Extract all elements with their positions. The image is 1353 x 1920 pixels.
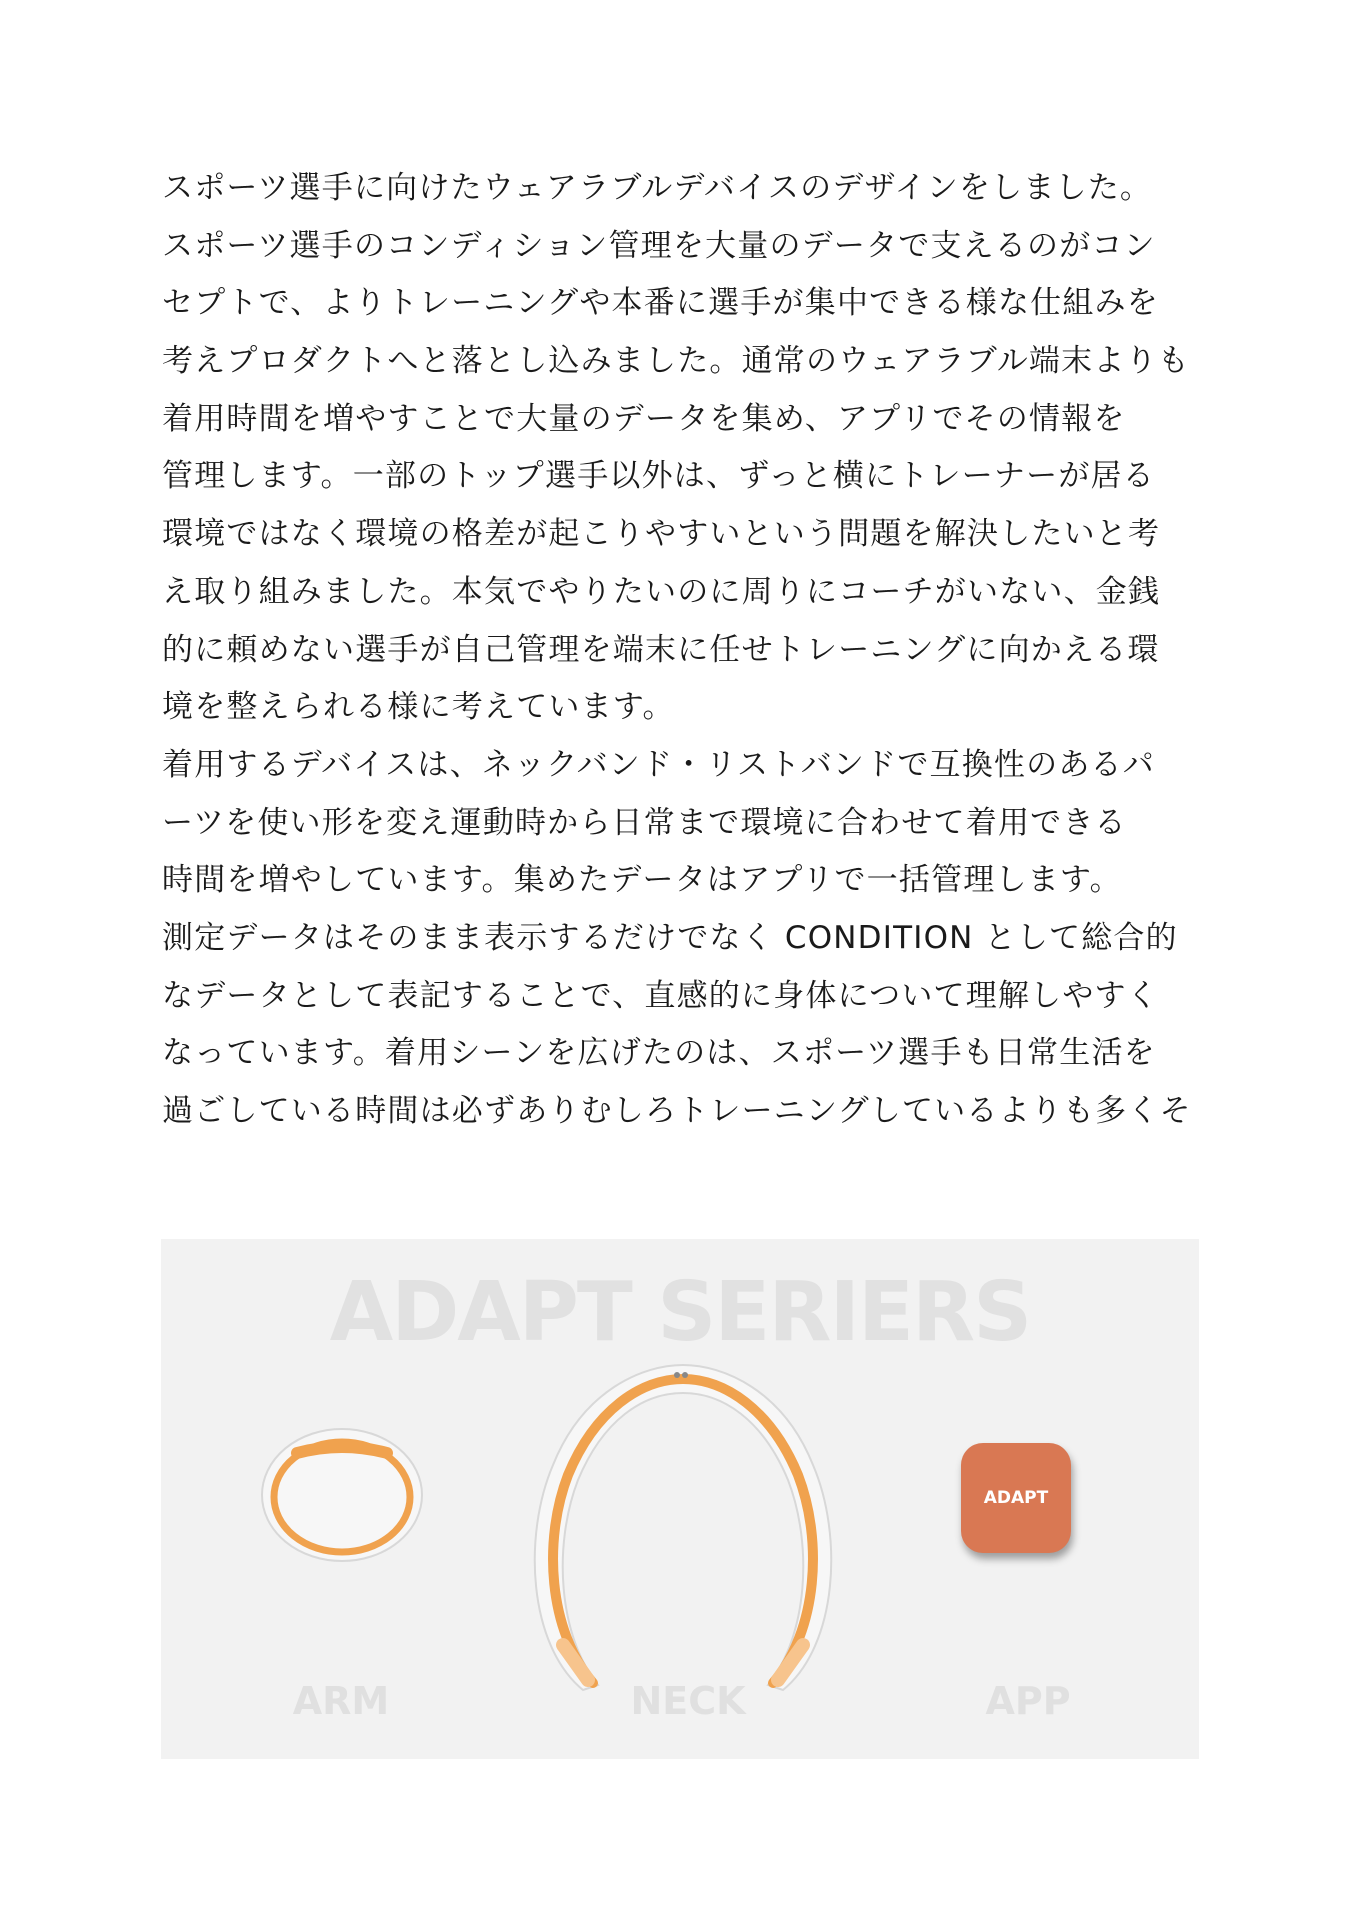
app-icon-label: ADAPT xyxy=(983,1488,1049,1508)
body-text-line: 管理します。一部のトップ選手以外は、ずっと横にトレーナーが居る xyxy=(162,458,1155,495)
body-text-line: え取り組みました。本気でやりたいのに周りにコーチがいない、金銭 xyxy=(162,573,1161,610)
body-text-line: 的に頼めない選手が自己管理を端末に任せトレーニングに向かえる環 xyxy=(162,631,1160,668)
body-text-line: 時間を増やしています。集めたデータはアプリで一括管理します。 xyxy=(162,862,1122,899)
body-text-line: スポーツ選手に向けたウェアラブルデバイスのデザインをしました。 xyxy=(162,170,1153,206)
product-showcase-panel xyxy=(161,1239,1199,1759)
adapt-app-icon xyxy=(961,1443,1071,1553)
body-text-line: 考えプロダクトへと落とし込みました。通常のウェアラブル端末よりも xyxy=(162,343,1190,380)
body-text-line: 着用するデバイスは、ネックバンド・リストバンドで互換性のあるパ xyxy=(162,746,1155,783)
neck-band-shell xyxy=(535,1365,831,1690)
body-text-line: 環境ではなく環境の格差が起こりやすいという問題を解決したいと考 xyxy=(162,516,1161,553)
body-text-line: 境を整えられる様に考えています。 xyxy=(162,689,675,726)
arm-label: ARM xyxy=(292,1679,390,1723)
neck-band-image xyxy=(523,1345,843,1705)
arm-band-module xyxy=(297,1447,387,1453)
neck-band-ring xyxy=(553,1379,813,1683)
body-text-line: なっています。着用シーンを広げたのは、スポーツ選手も日常生活を xyxy=(162,1035,1156,1072)
body-text-line: 測定データはそのまま表示するだけでなく CONDITION として総合的 xyxy=(162,919,1178,956)
body-text xyxy=(162,160,1202,1141)
body-text-line: ーツを使い形を変え運動時から日常まで環境に合わせて着用できる xyxy=(162,804,1127,841)
neck-band-sensor-dot xyxy=(674,1372,680,1378)
body-text-line: 過ごしている時間は必ずありむしろトレーニングしているよりも多くそ xyxy=(162,1093,1192,1129)
neck-band-sensor-dot xyxy=(682,1372,688,1378)
series-title: ADAPT SERIERS xyxy=(329,1265,1031,1360)
body-text-line: 着用時間を増やすことで大量のデータを集め、アプリでその情報を xyxy=(162,400,1126,437)
body-text-line: セプトで、よりトレーニングや本番に選手が集中できる様な仕組みを xyxy=(162,285,1159,322)
neck-label: NECK xyxy=(630,1679,746,1723)
arm-band-image xyxy=(257,1425,427,1565)
body-text-line: スポーツ選手のコンディション管理を大量のデータで支えるのがコン xyxy=(162,227,1156,264)
app-label: APP xyxy=(985,1679,1071,1723)
body-text-line: なデータとして表記することで、直感的に身体について理解しやすく xyxy=(162,977,1159,1014)
